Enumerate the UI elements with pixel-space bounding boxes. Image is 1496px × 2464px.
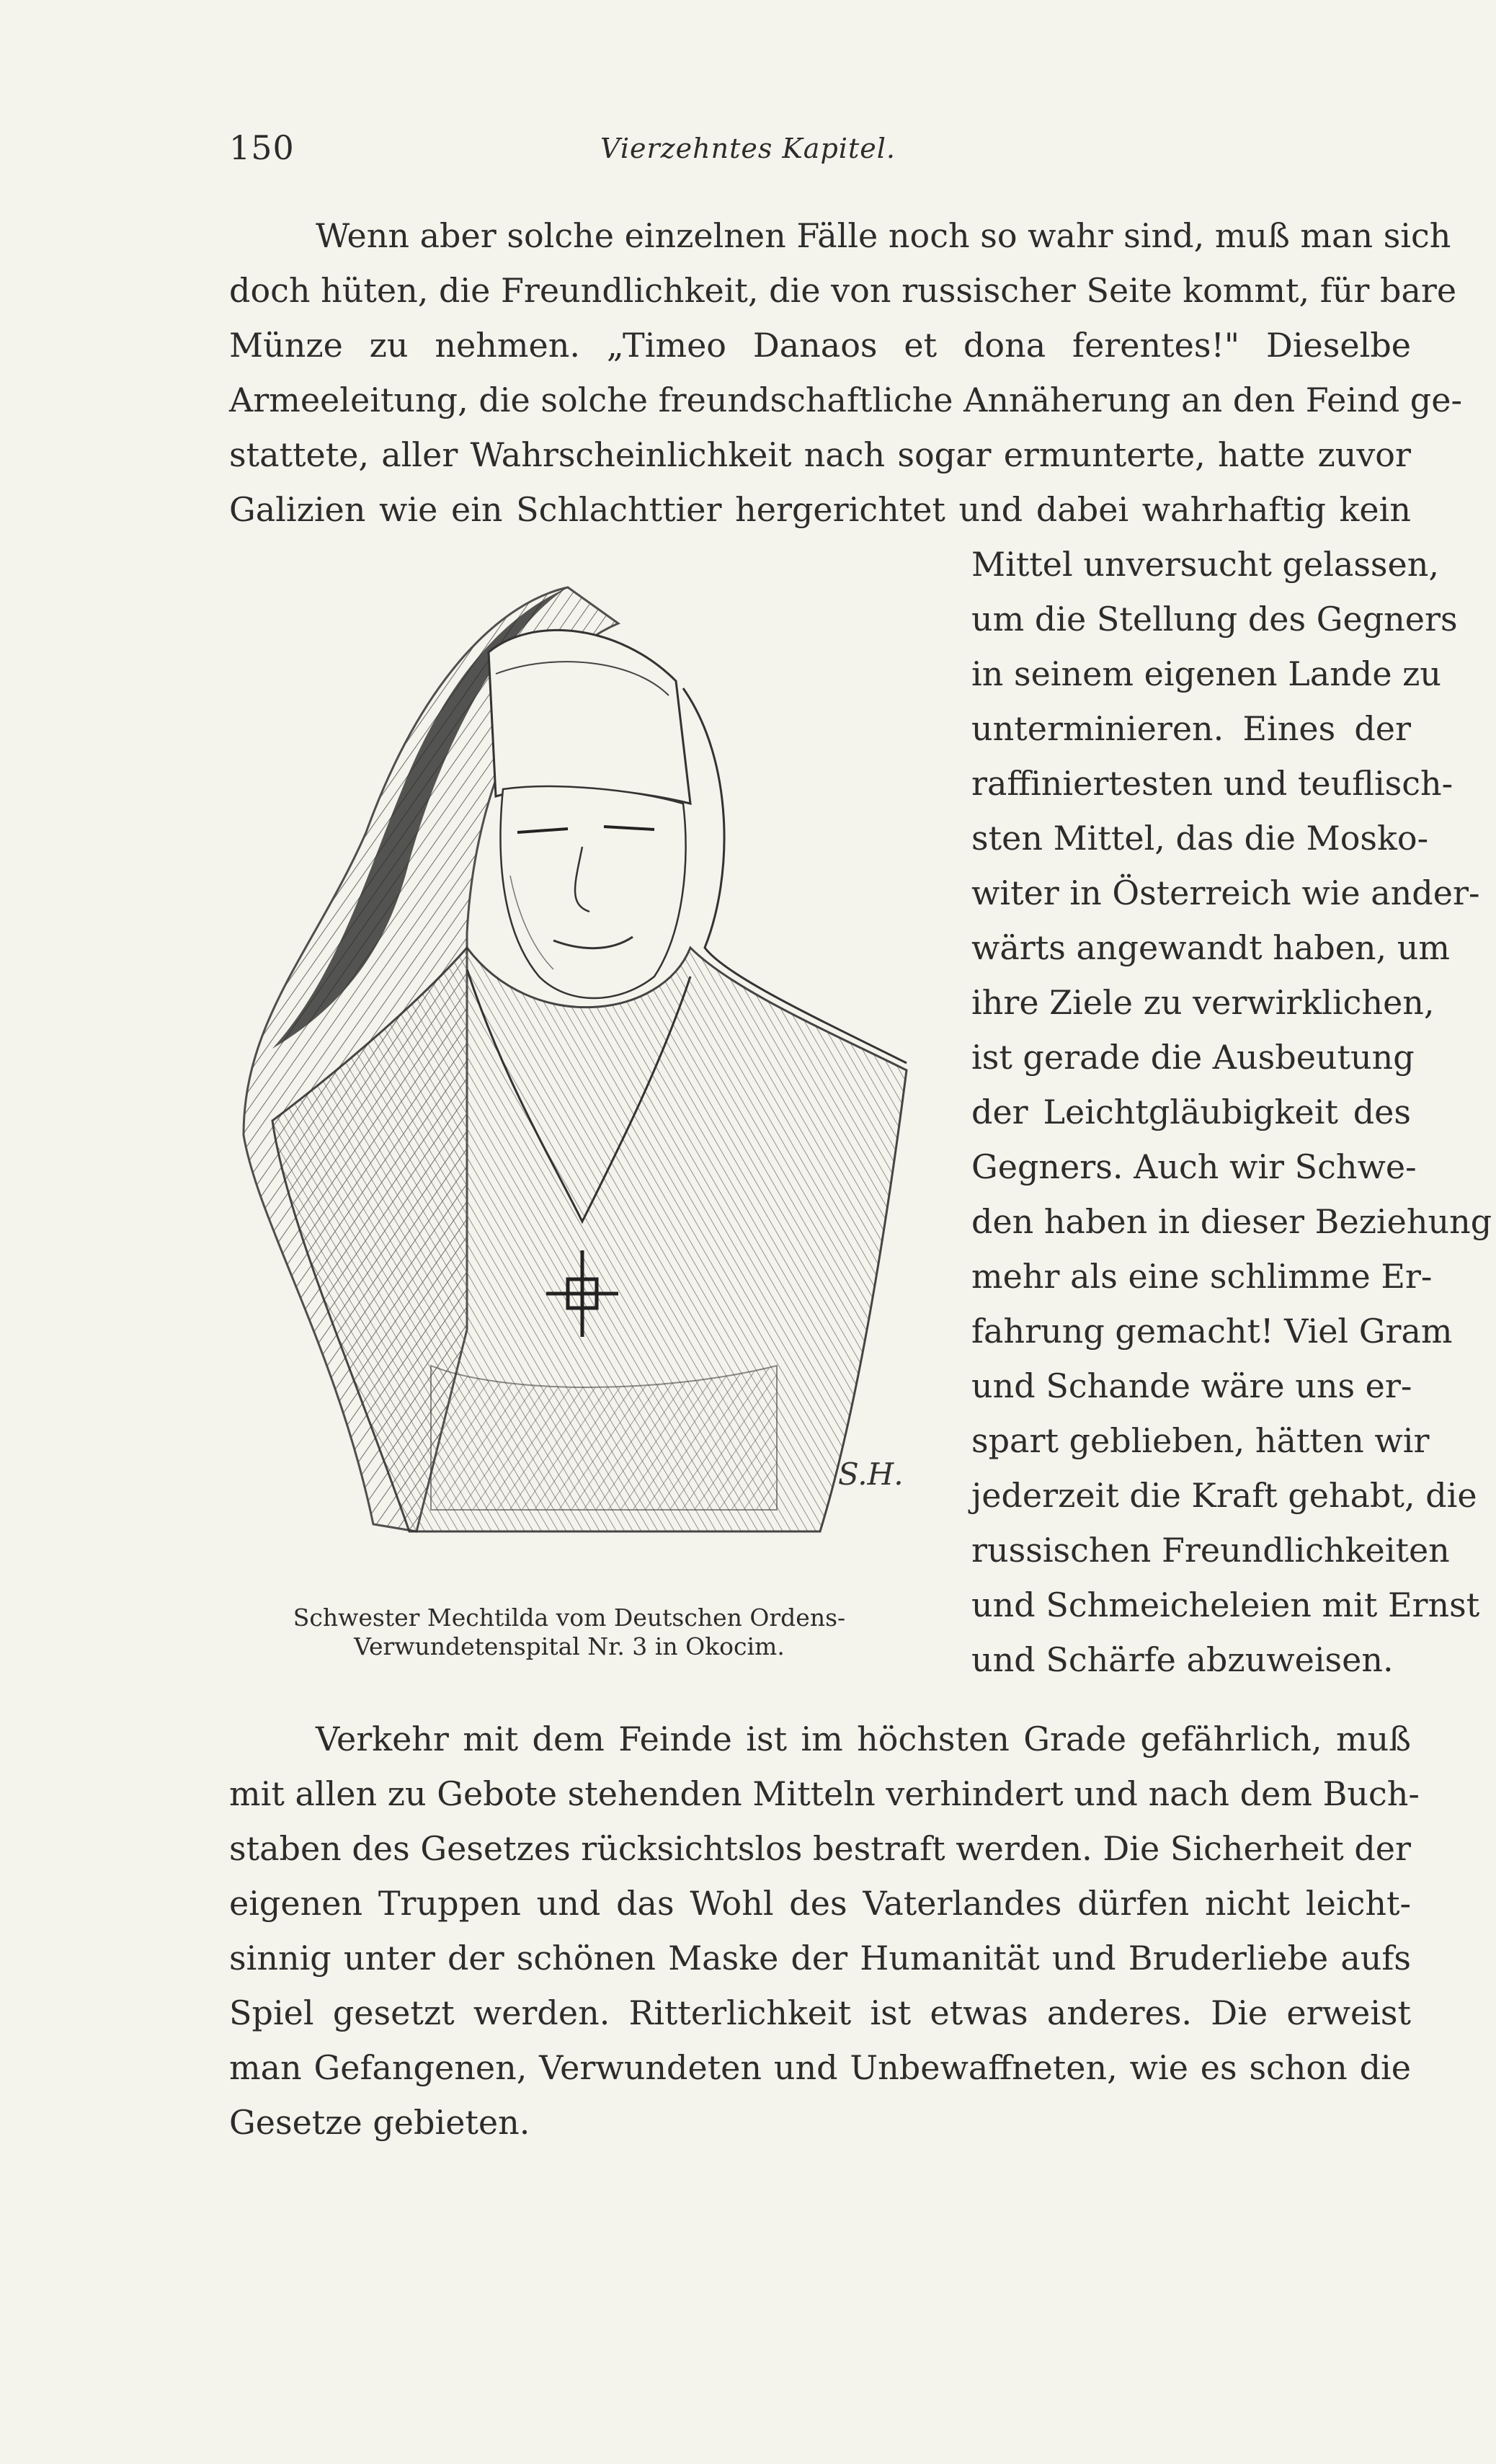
text-line: jederzeit die Kraft gehabt, die	[971, 1476, 1477, 1515]
text-line: und Schärfe abzuweisen.	[971, 1640, 1394, 1679]
chapter-title: Vierzehntes Kapitel.	[600, 133, 896, 164]
text-line: mehr als eine schlimme Er-	[971, 1257, 1433, 1296]
text-line: Gegners. Auch wir Schwe-	[971, 1147, 1417, 1186]
text-line: fahrung gemacht! Viel Gram	[971, 1312, 1453, 1351]
text-line: Mittel unversucht gelassen,	[971, 545, 1440, 584]
figure-caption: Verwundetenspital Nr. 3 in Okocim.	[354, 1632, 785, 1660]
text-line: raffiniertesten und teuflisch-	[971, 764, 1453, 803]
text-line: wärts angewandt haben, um	[971, 928, 1451, 967]
text-line: Verkehr mit dem Feinde ist im höchsten Grade gefährlich, muß	[316, 1720, 1411, 1758]
text-line: Galizien wie ein Schlachttier hergerichtet und dabei wahrhaftig kein	[229, 490, 1411, 529]
text-line: und Schande wäre uns er-	[971, 1366, 1412, 1405]
text-line: Spiel gesetzt werden. Ritterlichkeit ist etwas anderes. Die erweist	[229, 1993, 1411, 2032]
text-line: Wenn aber solche einzelnen Fälle noch so wahr sind, muß man sich	[316, 216, 1451, 255]
figure-caption: Schwester Mechtilda vom Deutschen Ordens-	[293, 1604, 846, 1632]
text-line: sten Mittel, das die Mosko-	[971, 819, 1429, 858]
text-line: ihre Ziele zu verwirklichen,	[971, 983, 1435, 1022]
text-line: russischen Freundlichkeiten	[971, 1531, 1450, 1570]
text-line: staben des Gesetzes rücksichtslos bestraft werden. Die Sicherheit der	[229, 1829, 1412, 1868]
text-line: spart geblieben, hätten wir	[971, 1421, 1430, 1460]
text-line: doch hüten, die Freundlichkeit, die von russischer Seite kommt, für bare	[229, 271, 1457, 310]
text-line: eigenen Truppen und das Wohl des Vaterlandes dürfen nicht leicht-	[229, 1884, 1411, 1923]
text-line: Armeeleitung, die solche freundschaftliche Annäherung an den Feind ge-	[229, 381, 1463, 419]
text-line: witer in Österreich wie ander-	[971, 873, 1480, 912]
text-line: mit allen zu Gebote stehenden Mitteln verhindert und nach dem Buch-	[229, 1774, 1420, 1813]
text-line: der Leichtgläubigkeit des	[971, 1093, 1411, 1131]
text-line: Münze zu nehmen. „Timeo Danaos et dona ferentes!" Dieselbe	[229, 326, 1411, 365]
nun-sketch-illustration	[229, 573, 921, 1596]
face-shape	[501, 786, 686, 998]
text-line: sinnig unter der schönen Maske der Humanität und Bruderliebe aufs	[229, 1939, 1411, 1978]
text-line: und Schmeicheleien mit Ernst	[971, 1585, 1480, 1624]
text-line: unterminieren. Eines der	[971, 709, 1411, 748]
text-line: ist gerade die Ausbeutung	[971, 1038, 1415, 1077]
page-number: 150	[229, 128, 295, 167]
text-line: Gesetze gebieten.	[229, 2103, 530, 2142]
text-line: stattete, aller Wahrscheinlichkeit nach sogar ermunterte, hatte zuvor	[229, 435, 1411, 474]
artist-signature: S.H.	[838, 1456, 904, 1492]
text-line: man Gefangenen, Verwundeten und Unbewaffneten, wie es schon die	[229, 2048, 1411, 2087]
text-line: in seinem eigenen Lande zu	[971, 654, 1442, 693]
text-line: den haben in dieser Beziehung	[971, 1202, 1492, 1241]
text-line: um die Stellung des Gegners	[971, 600, 1458, 639]
running-head	[229, 128, 1267, 172]
